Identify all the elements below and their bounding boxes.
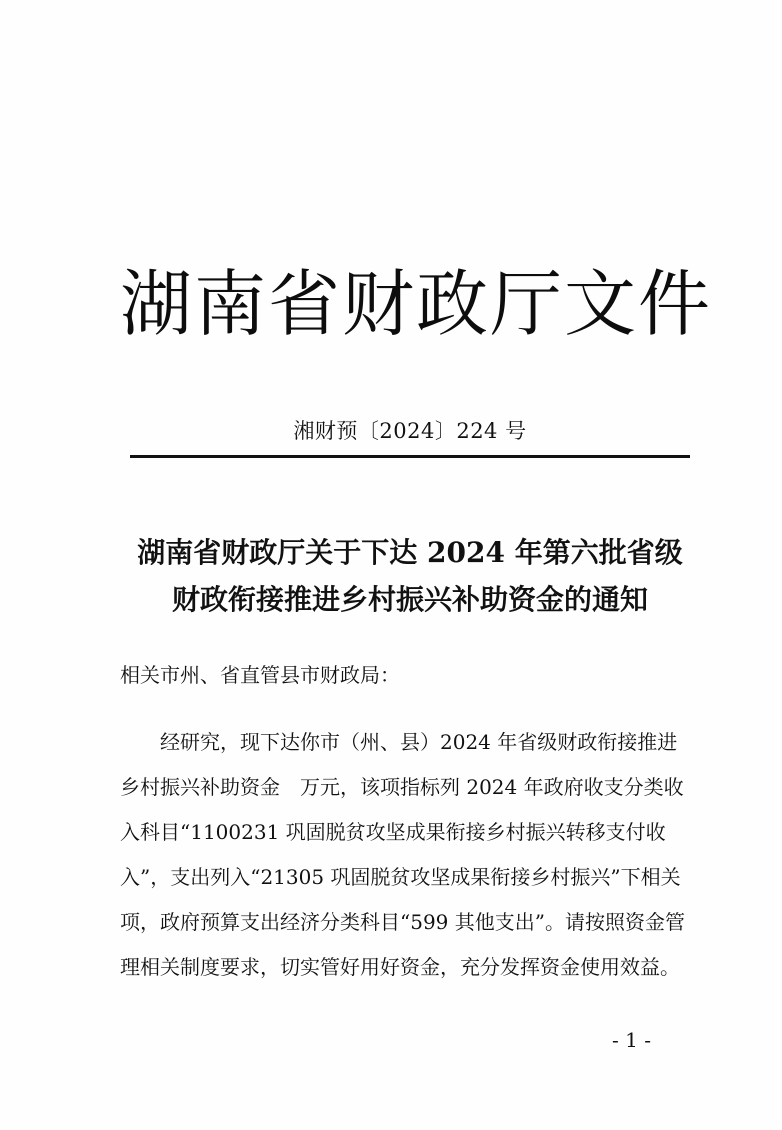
body-line: 入科目“1100231 巩固脱贫攻坚成果衔接乡村振兴转移支付收 xyxy=(120,820,666,844)
body-line: 入”，支出列入“21305 巩固脱贫攻坚成果衔接乡村振兴”下相关 xyxy=(120,865,681,889)
body-line: 理相关制度要求，切实管好用好资金，充分发挥资金使用效益。 xyxy=(120,955,680,979)
body-paragraph xyxy=(120,720,690,990)
body-line: 乡村振兴补助资金 万元，该项指标列 2024 年政府收支分类收 xyxy=(120,775,684,799)
document-number: 湘财预〔2024〕224 号 xyxy=(293,419,527,443)
header-divider xyxy=(130,455,690,458)
notice-title-line: 湖南省财政厅关于下达 2024 年第六批省级 xyxy=(137,536,683,569)
notice-title-line: 财政衔接推进乡村振兴补助资金的通知 xyxy=(171,583,648,616)
notice-title xyxy=(100,529,720,623)
page-number: - 1 - xyxy=(612,1028,651,1052)
body-line: 项，政府预算支出经济分类科目“599 其他支出”。请按照资金管 xyxy=(120,910,685,934)
body-line: 经研究，现下达你市（州、县）2024 年省级财政衔接推进 xyxy=(160,730,678,754)
document-header-title: 湖南省财政厅文件 xyxy=(120,262,713,346)
recipient-line: 相关市州、省直管县市财政局： xyxy=(120,663,400,687)
